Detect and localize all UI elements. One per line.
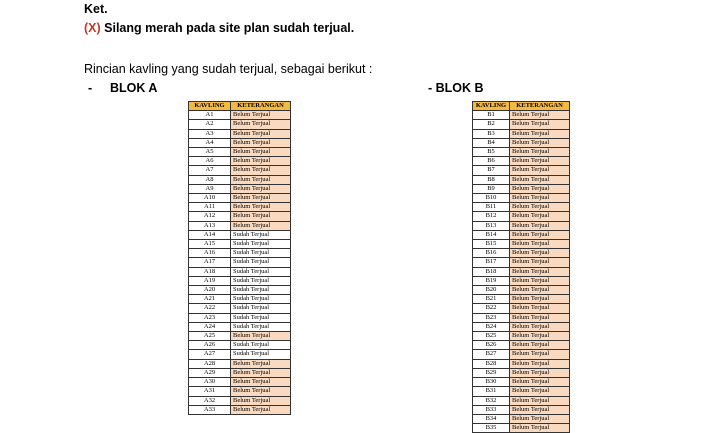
table-row bbox=[473, 194, 570, 203]
status-cell: Belum Terjual bbox=[231, 184, 291, 193]
kavling-cell: A1 bbox=[189, 111, 231, 120]
kavling-cell: A14 bbox=[189, 230, 231, 239]
kavling-cell: A33 bbox=[189, 405, 231, 414]
table-row bbox=[473, 405, 570, 414]
status-cell: Belum Terjual bbox=[231, 148, 291, 157]
kavling-cell: A2 bbox=[189, 120, 231, 129]
kavling-cell: A31 bbox=[189, 387, 231, 396]
kavling-cell: A11 bbox=[189, 203, 231, 212]
table-row bbox=[189, 378, 291, 387]
kavling-cell: B17 bbox=[473, 258, 510, 267]
kavling-cell: A6 bbox=[189, 157, 231, 166]
block-a-title: BLOK A bbox=[110, 81, 158, 95]
table-row bbox=[189, 258, 291, 267]
header-kavling: KAVLING bbox=[189, 102, 231, 111]
kavling-cell: A9 bbox=[189, 184, 231, 193]
status-cell: Belum Terjual bbox=[510, 359, 570, 368]
table-row bbox=[473, 212, 570, 221]
table-row bbox=[473, 414, 570, 423]
table-row bbox=[189, 120, 291, 129]
status-cell: Belum Terjual bbox=[231, 221, 291, 230]
status-cell: Belum Terjual bbox=[510, 341, 570, 350]
status-cell: Sudah Terjual bbox=[231, 313, 291, 322]
kavling-cell: A30 bbox=[189, 378, 231, 387]
table-row bbox=[473, 387, 570, 396]
kavling-cell: A25 bbox=[189, 332, 231, 341]
table-row bbox=[189, 240, 291, 249]
kavling-cell: A24 bbox=[189, 322, 231, 331]
table-row bbox=[473, 230, 570, 239]
kavling-cell: B2 bbox=[473, 120, 510, 129]
kavling-cell: B13 bbox=[473, 221, 510, 230]
kavling-cell: B9 bbox=[473, 184, 510, 193]
kavling-cell: A18 bbox=[189, 267, 231, 276]
kavling-cell: A29 bbox=[189, 368, 231, 377]
status-cell: Belum Terjual bbox=[510, 387, 570, 396]
kavling-cell: A5 bbox=[189, 148, 231, 157]
status-cell: Sudah Terjual bbox=[231, 249, 291, 258]
kavling-cell: A3 bbox=[189, 129, 231, 138]
table-row bbox=[473, 148, 570, 157]
status-cell: Sudah Terjual bbox=[231, 258, 291, 267]
status-cell: Belum Terjual bbox=[510, 221, 570, 230]
block-b-title: - BLOK B bbox=[428, 81, 484, 95]
status-cell: Belum Terjual bbox=[510, 230, 570, 239]
status-cell: Belum Terjual bbox=[231, 378, 291, 387]
note-line bbox=[84, 21, 354, 35]
block-a-table bbox=[188, 101, 291, 415]
table-row bbox=[189, 387, 291, 396]
kavling-cell: B5 bbox=[473, 148, 510, 157]
table-row bbox=[189, 295, 291, 304]
status-cell: Belum Terjual bbox=[510, 138, 570, 147]
kavling-cell: A12 bbox=[189, 212, 231, 221]
header-keterangan: KETERANGAN bbox=[231, 102, 291, 111]
block-a-heading bbox=[88, 81, 157, 95]
table-row bbox=[473, 175, 570, 184]
status-cell: Belum Terjual bbox=[231, 120, 291, 129]
status-cell: Belum Terjual bbox=[510, 258, 570, 267]
table-row bbox=[473, 396, 570, 405]
red-x-mark: (X) bbox=[84, 21, 101, 35]
table-row bbox=[189, 304, 291, 313]
table-row bbox=[473, 258, 570, 267]
kavling-cell: B19 bbox=[473, 276, 510, 285]
kavling-cell: A19 bbox=[189, 276, 231, 285]
header-keterangan: KETERANGAN bbox=[510, 102, 570, 111]
status-cell: Belum Terjual bbox=[231, 396, 291, 405]
status-cell: Belum Terjual bbox=[510, 350, 570, 359]
status-cell: Belum Terjual bbox=[510, 175, 570, 184]
kavling-cell: B4 bbox=[473, 138, 510, 147]
table-row bbox=[189, 184, 291, 193]
status-cell: Belum Terjual bbox=[510, 111, 570, 120]
status-cell: Belum Terjual bbox=[510, 166, 570, 175]
table-row bbox=[473, 111, 570, 120]
kavling-cell: B11 bbox=[473, 203, 510, 212]
status-cell: Sudah Terjual bbox=[231, 230, 291, 239]
kavling-cell: B35 bbox=[473, 424, 510, 433]
table-row bbox=[473, 203, 570, 212]
table-row bbox=[473, 138, 570, 147]
status-cell: Belum Terjual bbox=[510, 267, 570, 276]
block-b-table bbox=[472, 101, 570, 433]
status-cell: Belum Terjual bbox=[510, 414, 570, 423]
table-row bbox=[473, 267, 570, 276]
status-cell: Belum Terjual bbox=[510, 194, 570, 203]
status-cell: Sudah Terjual bbox=[231, 322, 291, 331]
table-row bbox=[473, 368, 570, 377]
status-cell: Sudah Terjual bbox=[231, 267, 291, 276]
status-cell: Sudah Terjual bbox=[231, 341, 291, 350]
table-row bbox=[473, 157, 570, 166]
table-row bbox=[473, 313, 570, 322]
table-row bbox=[189, 359, 291, 368]
status-cell: Belum Terjual bbox=[510, 129, 570, 138]
table-row bbox=[189, 350, 291, 359]
table-row bbox=[189, 175, 291, 184]
status-cell: Belum Terjual bbox=[510, 322, 570, 331]
table-row bbox=[189, 249, 291, 258]
status-cell: Belum Terjual bbox=[510, 424, 570, 433]
kavling-cell: A27 bbox=[189, 350, 231, 359]
table-row bbox=[473, 240, 570, 249]
table-row bbox=[189, 267, 291, 276]
kavling-cell: A20 bbox=[189, 286, 231, 295]
list-dash: - bbox=[88, 81, 93, 95]
kavling-cell: A32 bbox=[189, 396, 231, 405]
status-cell: Belum Terjual bbox=[510, 276, 570, 285]
table-row bbox=[473, 129, 570, 138]
status-cell: Belum Terjual bbox=[231, 332, 291, 341]
kavling-cell: B10 bbox=[473, 194, 510, 203]
status-cell: Sudah Terjual bbox=[231, 295, 291, 304]
kavling-cell: B3 bbox=[473, 129, 510, 138]
status-cell: Sudah Terjual bbox=[231, 286, 291, 295]
status-cell: Belum Terjual bbox=[231, 203, 291, 212]
kavling-cell: B20 bbox=[473, 286, 510, 295]
status-cell: Belum Terjual bbox=[231, 138, 291, 147]
kavling-cell: B32 bbox=[473, 396, 510, 405]
kavling-cell: B30 bbox=[473, 378, 510, 387]
table-row bbox=[473, 286, 570, 295]
table-row bbox=[473, 276, 570, 285]
table-row bbox=[473, 120, 570, 129]
table-row bbox=[473, 221, 570, 230]
table-header-row bbox=[189, 102, 291, 111]
table-row bbox=[189, 396, 291, 405]
table-row bbox=[473, 166, 570, 175]
kavling-cell: B14 bbox=[473, 230, 510, 239]
status-cell: Belum Terjual bbox=[510, 286, 570, 295]
status-cell: Belum Terjual bbox=[510, 157, 570, 166]
kavling-cell: B33 bbox=[473, 405, 510, 414]
kavling-cell: B34 bbox=[473, 414, 510, 423]
status-cell: Belum Terjual bbox=[231, 194, 291, 203]
block-a-rows bbox=[189, 111, 291, 415]
table-row bbox=[473, 378, 570, 387]
kavling-cell: B31 bbox=[473, 387, 510, 396]
status-cell: Belum Terjual bbox=[510, 304, 570, 313]
status-cell: Belum Terjual bbox=[231, 405, 291, 414]
table-row bbox=[473, 350, 570, 359]
table-row bbox=[189, 341, 291, 350]
table-header-row bbox=[473, 102, 570, 111]
kavling-cell: B26 bbox=[473, 341, 510, 350]
status-cell: Sudah Terjual bbox=[231, 276, 291, 285]
status-cell: Belum Terjual bbox=[510, 249, 570, 258]
table-row bbox=[189, 368, 291, 377]
table-row bbox=[189, 313, 291, 322]
status-cell: Belum Terjual bbox=[510, 396, 570, 405]
kavling-cell: A22 bbox=[189, 304, 231, 313]
kavling-cell: B27 bbox=[473, 350, 510, 359]
kavling-cell: B8 bbox=[473, 175, 510, 184]
status-cell: Belum Terjual bbox=[510, 313, 570, 322]
status-cell: Belum Terjual bbox=[510, 405, 570, 414]
kavling-cell: B28 bbox=[473, 359, 510, 368]
table-row bbox=[189, 276, 291, 285]
kavling-cell: A17 bbox=[189, 258, 231, 267]
status-cell: Sudah Terjual bbox=[231, 304, 291, 313]
table-row bbox=[473, 322, 570, 331]
kavling-cell: A8 bbox=[189, 175, 231, 184]
status-cell: Sudah Terjual bbox=[231, 350, 291, 359]
kavling-cell: B18 bbox=[473, 267, 510, 276]
kavling-cell: A15 bbox=[189, 240, 231, 249]
status-cell: Belum Terjual bbox=[510, 148, 570, 157]
kavling-cell: B16 bbox=[473, 249, 510, 258]
table-row bbox=[473, 359, 570, 368]
table-row bbox=[189, 203, 291, 212]
status-cell: Belum Terjual bbox=[231, 359, 291, 368]
table-row bbox=[189, 212, 291, 221]
kavling-cell: A13 bbox=[189, 221, 231, 230]
kavling-cell: A10 bbox=[189, 194, 231, 203]
kavling-cell: B7 bbox=[473, 166, 510, 175]
kavling-cell: B6 bbox=[473, 157, 510, 166]
table-row bbox=[189, 166, 291, 175]
kavling-cell: A21 bbox=[189, 295, 231, 304]
status-cell: Belum Terjual bbox=[231, 212, 291, 221]
status-cell: Belum Terjual bbox=[510, 203, 570, 212]
table-row bbox=[189, 405, 291, 414]
kavling-cell: B15 bbox=[473, 240, 510, 249]
table-row bbox=[189, 286, 291, 295]
table-row bbox=[189, 322, 291, 331]
status-cell: Belum Terjual bbox=[231, 387, 291, 396]
table-row bbox=[189, 111, 291, 120]
status-cell: Belum Terjual bbox=[510, 378, 570, 387]
status-cell: Belum Terjual bbox=[231, 175, 291, 184]
table-row bbox=[473, 332, 570, 341]
table-row bbox=[189, 332, 291, 341]
kavling-cell: A26 bbox=[189, 341, 231, 350]
kavling-cell: B25 bbox=[473, 332, 510, 341]
kavling-cell: A4 bbox=[189, 138, 231, 147]
kavling-cell: B24 bbox=[473, 322, 510, 331]
kavling-cell: B22 bbox=[473, 304, 510, 313]
table-row bbox=[473, 249, 570, 258]
kavling-cell: B29 bbox=[473, 368, 510, 377]
kavling-cell: B23 bbox=[473, 313, 510, 322]
status-cell: Belum Terjual bbox=[510, 332, 570, 341]
status-cell: Belum Terjual bbox=[231, 129, 291, 138]
table-row bbox=[473, 184, 570, 193]
status-cell: Belum Terjual bbox=[231, 166, 291, 175]
kavling-cell: B12 bbox=[473, 212, 510, 221]
heading-ket: Ket. bbox=[84, 2, 108, 16]
table-row bbox=[473, 341, 570, 350]
status-cell: Belum Terjual bbox=[510, 212, 570, 221]
status-cell: Belum Terjual bbox=[231, 157, 291, 166]
table-row bbox=[189, 138, 291, 147]
table-row bbox=[473, 304, 570, 313]
kavling-cell: A16 bbox=[189, 249, 231, 258]
kavling-cell: A23 bbox=[189, 313, 231, 322]
kavling-cell: B1 bbox=[473, 111, 510, 120]
intro-text: Rincian kavling yang sudah terjual, sebagai berikut : bbox=[84, 62, 373, 76]
table-row bbox=[473, 295, 570, 304]
table-row bbox=[189, 129, 291, 138]
status-cell: Belum Terjual bbox=[510, 368, 570, 377]
status-cell: Sudah Terjual bbox=[231, 240, 291, 249]
status-cell: Belum Terjual bbox=[510, 184, 570, 193]
table-row bbox=[473, 424, 570, 433]
status-cell: Belum Terjual bbox=[510, 240, 570, 249]
kavling-cell: A28 bbox=[189, 359, 231, 368]
status-cell: Belum Terjual bbox=[231, 111, 291, 120]
table-row bbox=[189, 221, 291, 230]
header-kavling: KAVLING bbox=[473, 102, 510, 111]
kavling-cell: A7 bbox=[189, 166, 231, 175]
table-row bbox=[189, 157, 291, 166]
note-text: Silang merah pada site plan sudah terjual. bbox=[100, 21, 355, 35]
table-row bbox=[189, 194, 291, 203]
table-row bbox=[189, 230, 291, 239]
status-cell: Belum Terjual bbox=[510, 120, 570, 129]
status-cell: Belum Terjual bbox=[510, 295, 570, 304]
status-cell: Belum Terjual bbox=[231, 368, 291, 377]
kavling-cell: B21 bbox=[473, 295, 510, 304]
block-b-rows bbox=[473, 111, 570, 433]
table-row bbox=[189, 148, 291, 157]
